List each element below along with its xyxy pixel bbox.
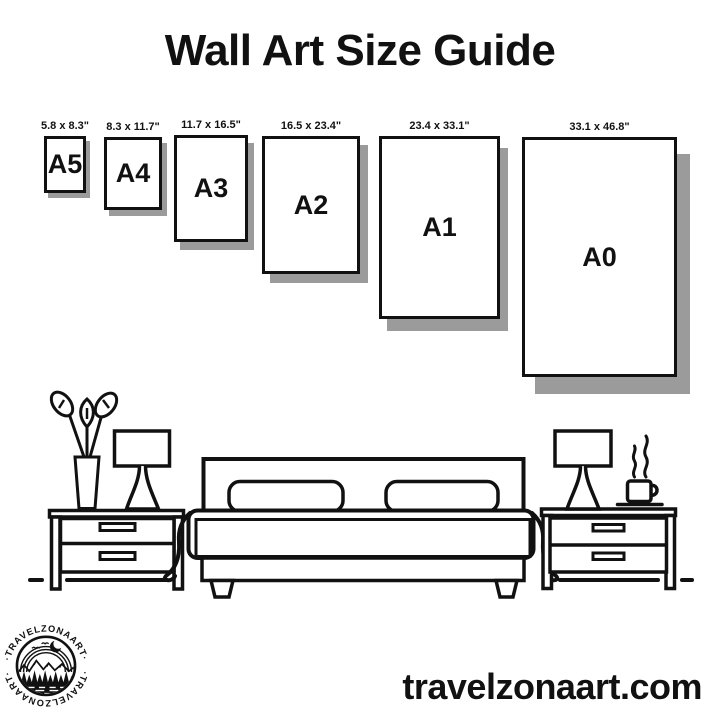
size-name-label: A0 <box>522 137 677 377</box>
size-name-label: A4 <box>104 137 162 210</box>
size-name-label: A1 <box>379 136 500 319</box>
size-dimensions-label: 33.1 x 46.8" <box>569 121 630 133</box>
bird-icon <box>42 643 49 644</box>
size-name-label: A3 <box>174 135 248 242</box>
bed-icon <box>165 459 557 597</box>
size-dimensions-label: 11.7 x 16.5" <box>181 119 241 131</box>
plant-icon <box>47 388 121 508</box>
size-dimensions-label: 5.8 x 8.3" <box>40 120 90 132</box>
coffee-cup-icon <box>618 436 663 505</box>
size-name-label: A2 <box>262 136 360 274</box>
size-dimensions-label: 8.3 x 11.7" <box>106 121 160 133</box>
badge-text-top: ·TRAVELZONAART· <box>2 623 90 662</box>
size-frame-a3 <box>174 119 248 242</box>
page-title: Wall Art Size Guide <box>164 26 556 75</box>
bedroom-illustration <box>0 378 720 610</box>
size-frame-a1 <box>379 120 500 319</box>
website-url: travelzonaart.com <box>402 666 702 707</box>
nightstand-right-icon <box>542 509 676 589</box>
lamp-left-icon <box>115 431 170 509</box>
size-name-label: A5 <box>44 136 86 193</box>
size-frame-a0 <box>522 121 677 377</box>
size-frame-a5 <box>40 120 90 193</box>
size-dimensions-label: 23.4 x 33.1" <box>409 120 470 132</box>
brand-logo-badge <box>2 619 90 711</box>
size-dimensions-label: 16.5 x 23.4" <box>280 120 342 132</box>
size-frame-a4 <box>104 121 162 210</box>
badge-text-bottom: ·TRAVELZONAART· <box>2 670 90 709</box>
size-frame-a2 <box>262 120 360 274</box>
lamp-right-icon <box>555 431 611 509</box>
